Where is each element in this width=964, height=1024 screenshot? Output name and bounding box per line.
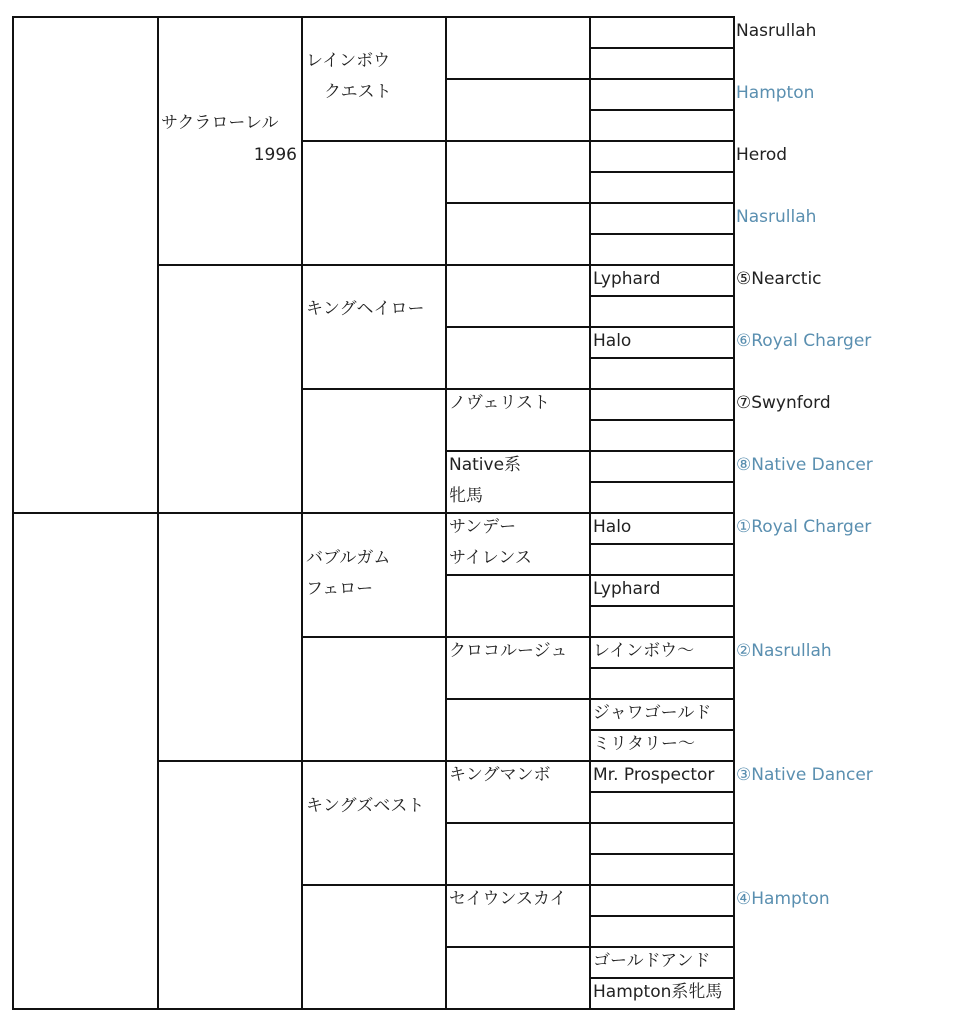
pedigree-cell (589, 853, 735, 886)
crocos-name: クロコルージュ (449, 641, 568, 661)
bottom-sire-line2: フェロー (306, 579, 374, 599)
note-item: ⑧Native Dancer (736, 455, 873, 475)
pedigree-cell (157, 512, 303, 762)
note-item: ⑦Swynford (736, 393, 831, 413)
note-item: Hampton (736, 83, 815, 103)
pedigree-cell (589, 822, 735, 855)
sunday-line2: サイレンス (449, 548, 532, 568)
pedigree-cell (589, 419, 735, 452)
military-name: ミリタリー〜 (593, 734, 695, 754)
pedigree-cell (445, 574, 591, 638)
note-item: ④Hampton (736, 889, 830, 909)
pedigree-cell (589, 450, 735, 483)
gold-and-name: ゴールドアンド (593, 951, 711, 971)
pedigree-cell (589, 202, 735, 235)
note-item: ③Native Dancer (736, 765, 873, 785)
note-item: Nasrullah (736, 207, 817, 227)
kings-best-name: キングズベスト (306, 796, 425, 816)
note-item: Herod (736, 145, 788, 165)
sea-the-sky-name: セイウンスカイ (449, 889, 567, 909)
pedigree-cell (445, 16, 591, 80)
pedigree-cell (589, 47, 735, 80)
pedigree-cell (157, 760, 303, 1010)
sire-year: 1996 (253, 145, 297, 165)
novelist-name: ノヴェリスト (449, 393, 550, 413)
sire-sire-line1: レインボウ (306, 51, 391, 71)
mr-prospector-name: Mr. Prospector (593, 765, 715, 785)
pedigree-cell (589, 543, 735, 576)
note-item: ⑥Royal Charger (736, 331, 872, 351)
pedigree-cell (445, 140, 591, 204)
pedigree-cell (445, 264, 591, 328)
note-item: ⑤Nearctic (736, 269, 822, 289)
pedigree-cell (589, 233, 735, 266)
sire-name: サクラローレル (161, 113, 279, 133)
halo-name: Halo (593, 331, 632, 351)
bottom-lyphard-name: Lyphard (593, 579, 661, 599)
note-item: ①Royal Charger (736, 517, 872, 537)
pedigree-cell (589, 295, 735, 328)
pedigree-cell (445, 326, 591, 390)
pedigree-cell (12, 512, 159, 1010)
pedigree-cell (301, 760, 447, 886)
pedigree-cell (589, 388, 735, 421)
hampton-mare-name: Hampton系牝馬 (593, 982, 723, 1002)
pedigree-cell (589, 915, 735, 948)
pedigree-cell (589, 140, 735, 173)
pedigree-cell (589, 171, 735, 204)
bottom-halo-name: Halo (593, 517, 632, 537)
pedigree-cell (301, 140, 447, 266)
pedigree-cell (301, 388, 447, 514)
note-item: Nasrullah (736, 21, 817, 41)
pedigree-cell (445, 698, 591, 762)
note-item: ②Nasrullah (736, 641, 832, 661)
pedigree-cell (12, 16, 159, 514)
bottom-sire-line1: バブルガム (306, 548, 391, 568)
pedigree-cell (589, 357, 735, 390)
pedigree-cell (301, 636, 447, 762)
pedigree-cell (301, 884, 447, 1010)
pedigree-cell (589, 605, 735, 638)
pedigree-cell (445, 202, 591, 266)
pedigree-cell (589, 481, 735, 514)
pedigree-cell (445, 946, 591, 1010)
pedigree-cell (589, 791, 735, 824)
native-mare-line2: 牝馬 (449, 486, 483, 506)
dam-sire-name: キングヘイロー (306, 299, 425, 319)
kingmambo-name: キングマンボ (449, 765, 551, 785)
pedigree-cell (445, 78, 591, 142)
rainbow-short-name: レインボウ〜 (593, 641, 695, 661)
native-mare-line1: Native系 (449, 455, 522, 475)
pedigree-cell (589, 884, 735, 917)
pedigree-cell (445, 822, 591, 886)
pedigree-cell (157, 264, 303, 514)
pedigree-cell (589, 16, 735, 49)
java-gold-name: ジャワゴールド (593, 703, 712, 723)
pedigree-cell (589, 109, 735, 142)
sire-sire-line2: クエスト (324, 82, 392, 102)
pedigree-cell (589, 667, 735, 700)
sunday-line1: サンデー (449, 517, 517, 537)
pedigree-cell (589, 78, 735, 111)
pedigree-cell (301, 264, 447, 390)
lyphard-name: Lyphard (593, 269, 661, 289)
